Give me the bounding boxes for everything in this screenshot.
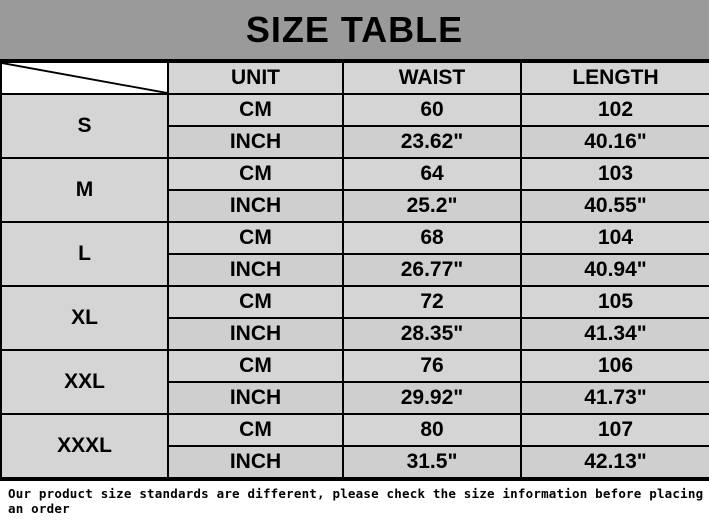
length-value: 40.55" (521, 190, 709, 222)
footer-note-text: Our product size standards are different, please check the size information before placing an order (8, 486, 704, 516)
table-header-row (1, 62, 709, 94)
unit-cell: INCH (168, 126, 343, 158)
table-row (1, 94, 709, 126)
waist-value: 76 (343, 350, 521, 382)
unit-cell: CM (168, 94, 343, 126)
table-row (1, 414, 709, 446)
size-label-l: L (1, 222, 168, 286)
unit-cell: CM (168, 414, 343, 446)
length-value: 106 (521, 350, 709, 382)
waist-value: 25.2" (343, 190, 521, 222)
length-value: 102 (521, 94, 709, 126)
unit-cell: INCH (168, 318, 343, 350)
length-value: 40.94" (521, 254, 709, 286)
table-row (1, 286, 709, 318)
length-value: 41.34" (521, 318, 709, 350)
unit-cell: INCH (168, 382, 343, 414)
unit-cell: INCH (168, 190, 343, 222)
waist-value: 28.35" (343, 318, 521, 350)
title-bar (0, 0, 709, 61)
waist-value: 72 (343, 286, 521, 318)
length-value: 105 (521, 286, 709, 318)
size-label-m: M (1, 158, 168, 222)
length-value: 107 (521, 414, 709, 446)
unit-cell: CM (168, 350, 343, 382)
page-title: SIZE TABLE (245, 8, 464, 50)
waist-value: 31.5" (343, 446, 521, 478)
waist-value: 29.92" (343, 382, 521, 414)
size-label-s: S (1, 94, 168, 158)
waist-value: 80 (343, 414, 521, 446)
table-row (1, 222, 709, 254)
unit-cell: INCH (168, 254, 343, 286)
waist-value: 68 (343, 222, 521, 254)
waist-value: 60 (343, 94, 521, 126)
footer-note (0, 479, 709, 521)
unit-cell: CM (168, 158, 343, 190)
diagonal-corner-cell (1, 62, 168, 94)
column-header-waist: WAIST (343, 62, 521, 94)
unit-cell: INCH (168, 446, 343, 478)
length-value: 40.16" (521, 126, 709, 158)
table-row (1, 158, 709, 190)
length-value: 42.13" (521, 446, 709, 478)
column-header-length: LENGTH (521, 62, 709, 94)
waist-value: 23.62" (343, 126, 521, 158)
size-label-xxxl: XXXL (1, 414, 168, 478)
length-value: 41.73" (521, 382, 709, 414)
size-table (0, 61, 709, 479)
unit-cell: CM (168, 222, 343, 254)
size-label-xxl: XXL (1, 350, 168, 414)
diagonal-line-icon (2, 63, 167, 93)
size-label-xl: XL (1, 286, 168, 350)
table-row (1, 350, 709, 382)
waist-value: 26.77" (343, 254, 521, 286)
length-value: 103 (521, 158, 709, 190)
unit-cell: CM (168, 286, 343, 318)
waist-value: 64 (343, 158, 521, 190)
column-header-unit: UNIT (168, 62, 343, 94)
length-value: 104 (521, 222, 709, 254)
